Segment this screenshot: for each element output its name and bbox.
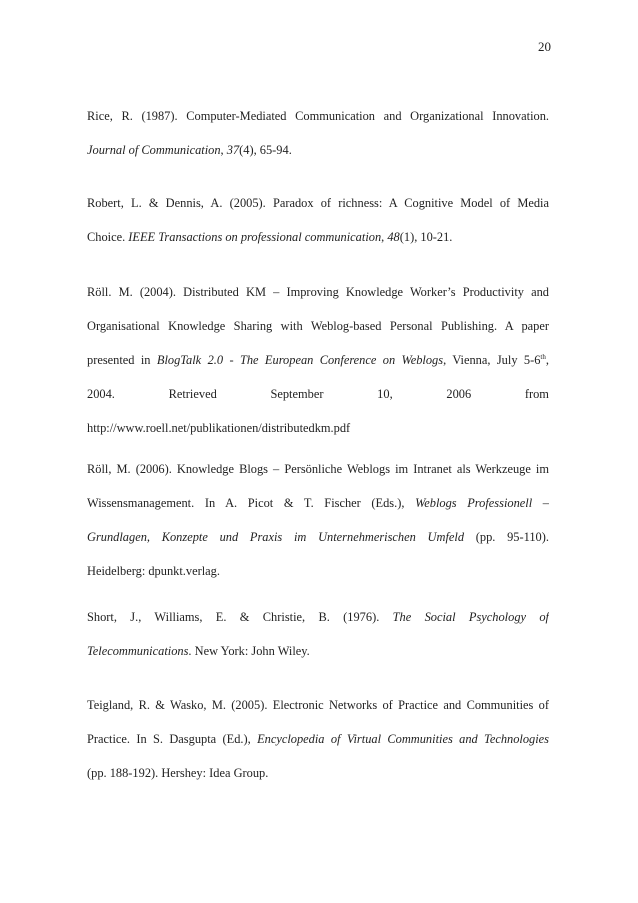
book-title: Grundlagen, Konzepte und Praxis im Unternehmerischen Umfeld — [87, 530, 465, 544]
reference-text: Choice. — [87, 230, 129, 244]
reference-line — [87, 486, 549, 520]
word: 10, — [377, 387, 393, 401]
reference-line: Röll, M. (2006). Knowledge Blogs – Persönliche Weblogs im Intranet als Werkzeuge im — [87, 462, 549, 476]
reference-line: (pp. 188-192). Hershey: Idea Group. — [87, 766, 269, 780]
book-title: Weblogs Professionell – — [415, 496, 549, 510]
separator: , — [220, 143, 227, 157]
reference-url[interactable]: http://www.roell.net/publikationen/distributedkm.pdf — [87, 421, 351, 435]
book-title: Encyclopedia of Virtual Communities and Technologies — [257, 732, 549, 746]
reference-text: , — [545, 353, 549, 367]
reference-teigland — [87, 688, 549, 790]
reference-text: Wissensmanagement. In A. Picot & T. Fischer (Eds.), — [87, 496, 416, 510]
journal-title: Journal of Communication — [87, 143, 221, 157]
separator: , — [381, 230, 388, 244]
reference-text: (pp. 95-110). — [464, 530, 549, 544]
reference-roll-2004 — [87, 275, 549, 445]
reference-line — [87, 634, 549, 668]
book-title: Telecommunications — [87, 644, 189, 658]
reference-tail: (1), 10-21. — [399, 230, 453, 244]
reference-line: Rice, R. (1987). Computer-Mediated Communication and Organizational Innovation. — [87, 109, 549, 123]
word: 2004. — [87, 387, 115, 401]
reference-roll-2006 — [87, 452, 549, 588]
journal-title: IEEE Transactions on professional communication — [128, 230, 382, 244]
reference-rice — [87, 99, 549, 167]
page-number: 20 — [538, 39, 551, 54]
reference-line — [87, 133, 549, 167]
reference-line: Röll. M. (2004). Distributed KM – Improving Knowledge Worker’s Productivity and — [87, 285, 549, 299]
superscript: th — [540, 352, 546, 361]
reference-line: Robert, L. & Dennis, A. (2005). Paradox of richness: A Cognitive Model of Media — [87, 196, 549, 210]
word: Retrieved — [168, 387, 217, 401]
reference-line: Organisational Knowledge Sharing with Weblog-based Personal Publishing. A paper — [87, 319, 549, 333]
book-title: The Social Psychology of — [392, 610, 549, 624]
reference-line — [87, 520, 549, 554]
reference-robert — [87, 186, 549, 254]
volume: 37 — [226, 143, 240, 157]
volume: 48 — [387, 230, 400, 244]
reference-line: Teigland, R. & Wasko, M. (2005). Electronic Networks of Practice and Communities of — [87, 698, 549, 712]
reference-line — [87, 343, 549, 377]
reference-line — [87, 600, 549, 634]
reference-text: Practice. In S. Dasgupta (Ed.), — [87, 732, 258, 746]
word: from — [524, 387, 549, 401]
conference-title: BlogTalk 2.0 - The European Conference on Weblogs — [156, 353, 444, 367]
word: September — [270, 387, 324, 401]
reference-short — [87, 600, 549, 668]
reference-line — [87, 377, 549, 411]
reference-text: . New York: John Wiley. — [188, 644, 310, 658]
reference-text: presented in — [87, 353, 157, 367]
reference-tail: (4), 65-94. — [239, 143, 292, 157]
reference-text: Short, J., Williams, E. & Christie, B. (1976). — [87, 610, 393, 624]
reference-line — [87, 722, 549, 756]
reference-text: , Vienna, July 5-6 — [443, 353, 541, 367]
word: 2006 — [446, 387, 472, 401]
reference-line — [87, 220, 549, 254]
reference-line: Heidelberg: dpunkt.verlag. — [87, 564, 220, 578]
